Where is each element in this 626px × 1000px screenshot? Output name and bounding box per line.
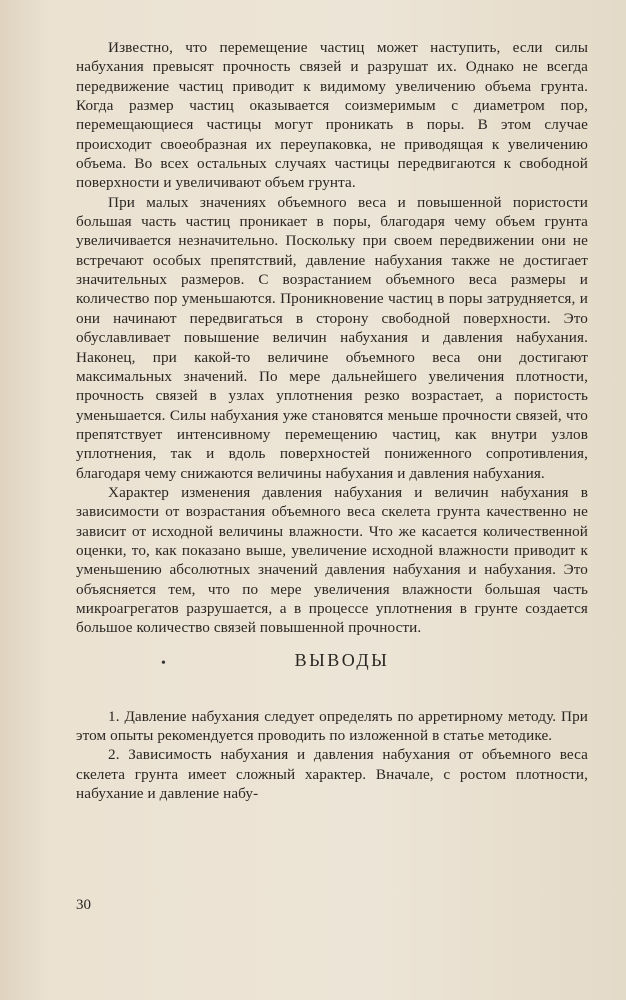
paragraph-1: Известно, что перемещение частиц может наступить, если силы набухания превысят прочность связей и разрушат их. Однако не всегда передвижение частиц приводит к видимому увеличению объема грунта. Когда размер частиц оказывается соизмеримым с диаметром пор, перемещающиеся частицы могут проникать в поры. В этом случае происходит своеобразная их переупаковка, не приводящая к увеличению объема. Во всех остальных случаях частицы передвигаются к свободной поверхности и увеличивают объем грунта. xyxy=(76,39,588,192)
page-number: 30 xyxy=(76,897,91,913)
main-text xyxy=(76,38,588,803)
conclusion-1: 1. Давление набухания следует определять по арретирному методу. При этом опыты рекомендуется проводить по изложенной в статье методике. xyxy=(76,707,588,744)
paragraph-2: При малых значениях объемного веса и повышенной пористости большая часть частиц проникает в поры, благодаря чему объем грунта увеличивается незначительно. Поскольку при своем передвижении они не встречают особых препятствий, давление набухания также не достигает значительных размеров. С возрастанием объемного веса размеры и количество пор уменьшаются. Проникновение частиц в поры затрудняется, и они начинают передвигаться в сторону свободной поверхности. Это обуславливает повышение величин набухания и давления набухания. Наконец, при какой-то величине объемного веса они достигают максимальных значений. По мере дальнейшего увеличения плотности, прочность связей в узлах уплотнения резко возрастает, а пористость уменьшается. Силы набухания уже становятся меньше прочности связей, что препятствует интенсивному перемещению частиц, как внутри узлов уплотнения, так и вдоль поверхностей пониженного сопротивления, благодаря чему снижаются величины набухания и давления набухания. xyxy=(76,193,588,482)
conclusion-2: 2. Зависимость набухания и давления набухания от объемного веса скелета грунта имеет сложный характер. Вначале, с ростом плотности, набухание и давление набу- xyxy=(76,746,588,803)
bullet-dot-icon: • xyxy=(161,655,166,671)
conclusions-heading-row xyxy=(76,645,588,707)
section-heading: ВЫВОДЫ xyxy=(294,649,390,670)
paragraph-3: Характер изменения давления набухания и величин набухания в зависимости от возрастания объемного веса скелета грунта качественно не зависит от исходной величины влажности. Что же касается количественной оценки, то, как показано выше, увеличение исходной влажности приводит к уменьшению абсолютных значений давления набухания и набухания. Это объясняется тем, что по мере увеличения влажности большая часть микроагрегатов разрушается, а в процессе уплотнения в грунте создается большое количество связей повышенной прочности. xyxy=(76,483,588,637)
